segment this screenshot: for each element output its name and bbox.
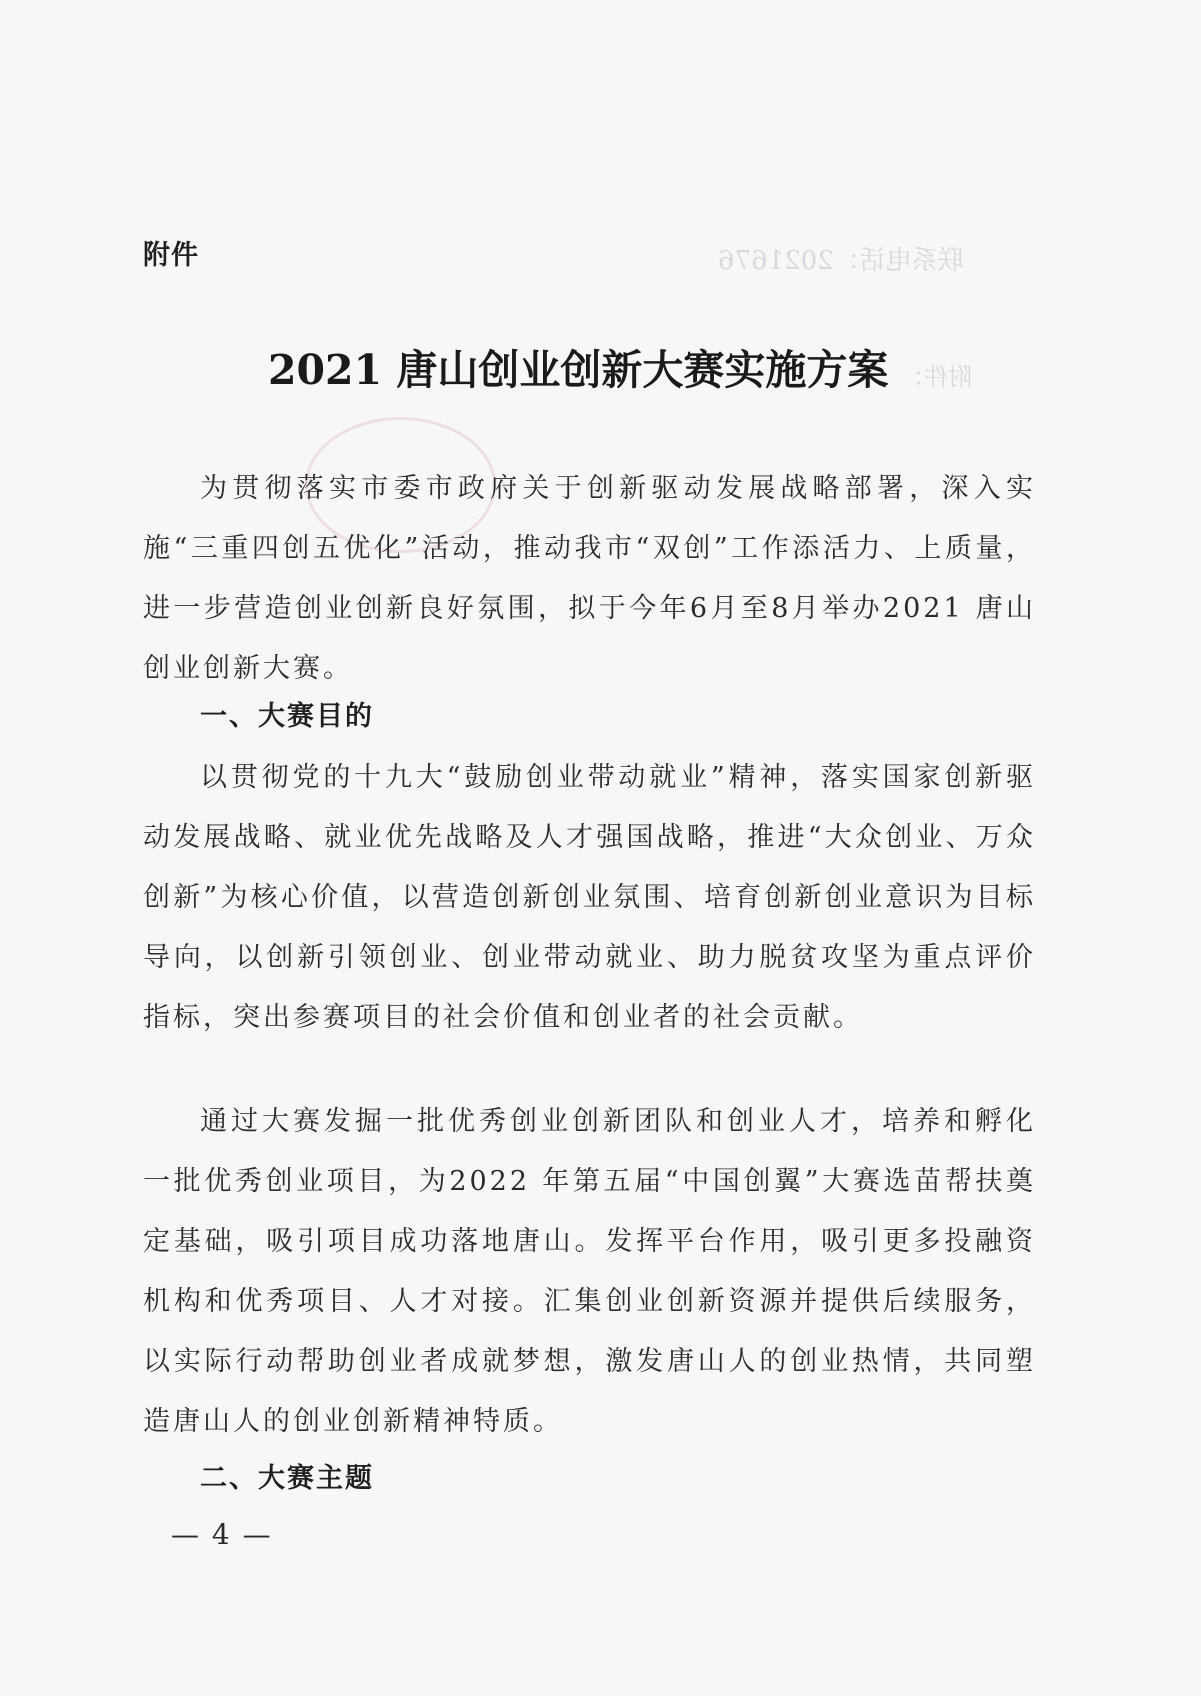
purpose-paragraph-2-block bbox=[143, 1092, 1036, 1452]
intro-paragraph: 为贯彻落实市委市政府关于创新驱动发展战略部署，深入实施“三重四创五优化”活动，推动我市“双创”工作添活力、上质量，进一步营造创业创新良好氛围，拟于今年6月至8月举办2021 唐山创业创新大赛。 bbox=[143, 473, 1036, 684]
purpose-paragraph-1-block bbox=[143, 748, 1036, 1048]
document-title: 2021 唐山创业创新大赛实施方案 bbox=[268, 346, 889, 394]
section-heading-purpose: 一、大赛目的 bbox=[200, 701, 374, 732]
bleed-through-attachment: 附件： bbox=[900, 363, 972, 391]
bleed-through-phone: 联系电话：2021676 bbox=[718, 246, 964, 276]
attachment-label: 附件 bbox=[143, 240, 199, 271]
intro-paragraph-block bbox=[143, 459, 1036, 699]
page-number: — 4 — bbox=[171, 1518, 273, 1551]
purpose-paragraph-1: 以贯彻党的十九大“鼓励创业带动就业”精神，落实国家创新驱动发展战略、就业优先战略及人才强国战略，推进“大众创业、万众创新”为核心价值，以营造创新创业氛围、培育创新创业意识为目标导向，以创新引领创业、创业带动就业、助力脱贫攻坚为重点评价指标，突出参赛项目的社会价值和创业者的社会贡献。 bbox=[143, 762, 1036, 1033]
section-heading-theme: 二、大赛主题 bbox=[200, 1463, 374, 1494]
purpose-paragraph-2: 通过大赛发掘一批优秀创业创新团队和创业人才，培养和孵化一批优秀创业项目，为2022 年第五届“中国创翼”大赛选苗帮扶奠定基础，吸引项目成功落地唐山。发挥平台作用，吸引更多投融资机构和优秀项目、人才对接。汇集创业创新资源并提供后续服务，以实际行动帮助创业者成就梦想，激发唐山人的创业热情，共同塑造唐山人的创业创新精神特质。 bbox=[143, 1106, 1036, 1437]
